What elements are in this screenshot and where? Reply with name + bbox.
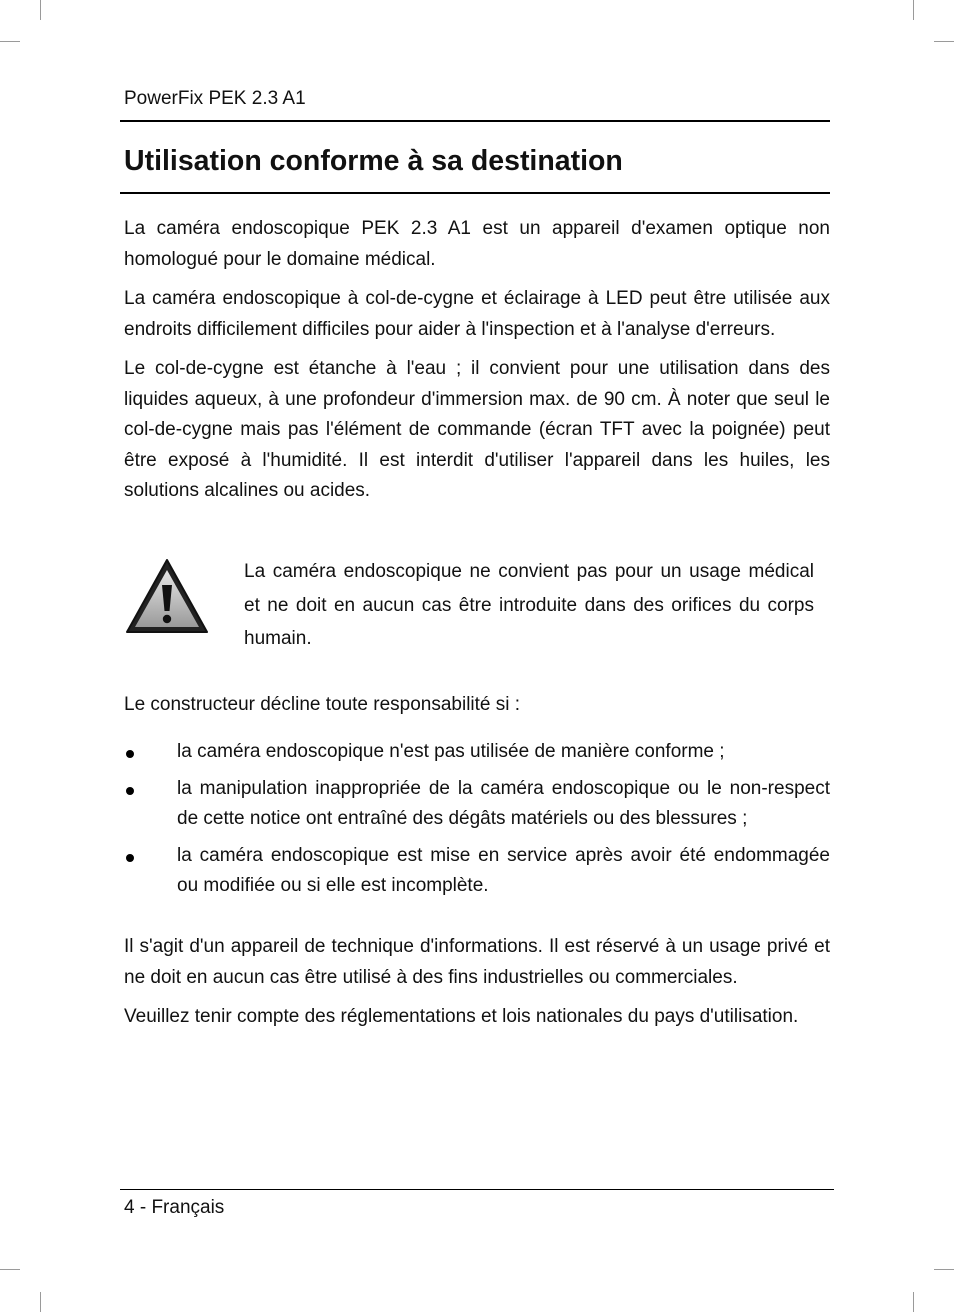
paragraph: Le col-de-cygne est étanche à l'eau ; il convient pour une utilisation dans des liquides aqueux, à une profondeur d'immersion max. de 90 cm. À noter que seul le col-de-cygne mais pas l'élément de commande (écran TFT avec la poignée) peut être exposé à l'humidité. Il est interdit d'utiliser l'appareil dans les huiles, les solutions alcalines ou acides. (124, 358, 830, 501)
crop-mark (913, 0, 914, 20)
footer-rule (120, 1189, 834, 1190)
crop-mark (0, 41, 20, 42)
warning-triangle-icon (124, 557, 210, 635)
list-item-text: la caméra endoscopique n'est pas utilisée de manière conforme ; (177, 741, 725, 762)
running-header: PowerFix PEK 2.3 A1 (124, 88, 306, 109)
crop-mark (40, 0, 41, 20)
list-item (124, 737, 830, 768)
liability-list (124, 737, 830, 908)
bullet-icon (126, 750, 134, 758)
closing-paragraphs (124, 932, 830, 1042)
section-title: Utilisation conforme à sa destination (124, 145, 623, 177)
bullet-icon (126, 787, 134, 795)
crop-mark (934, 41, 954, 42)
crop-mark (40, 1292, 41, 1312)
title-rule (120, 192, 830, 194)
warning-text: La caméra endoscopique ne convient pas pour un usage médical et ne doit en aucun cas être introduite dans des orifices du corps humain. (244, 561, 814, 649)
header-rule (120, 120, 830, 122)
liability-intro: Le constructeur décline toute responsabilité si : (124, 694, 521, 715)
paragraph: La caméra endoscopique PEK 2.3 A1 est un appareil d'examen optique non homologué pour le domaine médical. (124, 218, 830, 270)
warning-block (124, 555, 814, 655)
list-item (124, 841, 830, 902)
crop-mark (934, 1269, 954, 1270)
bullet-icon (126, 854, 134, 862)
crop-mark (913, 1292, 914, 1312)
paragraph: La caméra endoscopique à col-de-cygne et éclairage à LED peut être utilisée aux endroits difficilement difficiles pour aider à l'inspection et à l'analyse d'erreurs. (124, 288, 830, 340)
intro-paragraphs (124, 214, 830, 516)
paragraph: Veuillez tenir compte des réglementations et lois nationales du pays d'utilisation. (124, 1006, 799, 1027)
list-item-text: la caméra endoscopique est mise en service après avoir été endommagée ou modifiée ou si elle est incomplète. (177, 844, 830, 896)
paragraph: Il s'agit d'un appareil de technique d'informations. Il est réservé à un usage privé et ne doit en aucun cas être utilisé à des fins industrielles ou commerciales. (124, 936, 830, 988)
page-number: 4 - Français (124, 1197, 225, 1218)
crop-mark (0, 1269, 20, 1270)
list-item-text: la manipulation inappropriée de la caméra endoscopique ou le non-respect de cette notice ont entraîné des dégâts matériels ou des blessures ; (177, 777, 830, 829)
list-item (124, 774, 830, 835)
